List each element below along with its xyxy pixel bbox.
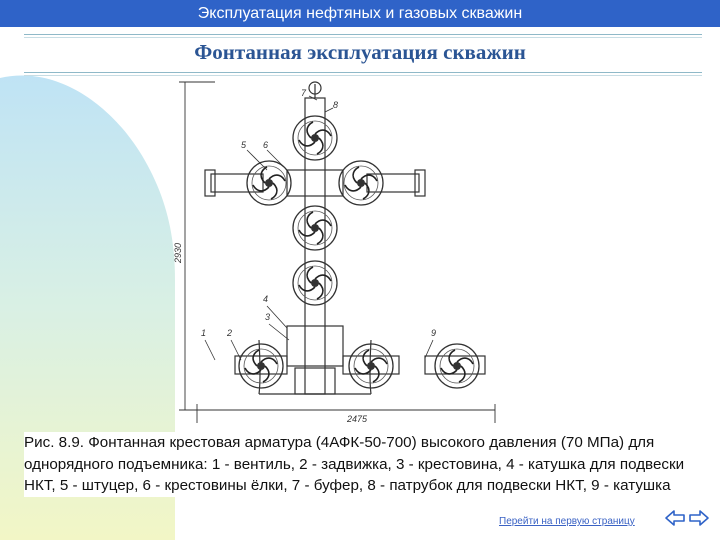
divider-bottom (24, 72, 702, 73)
part-label-6: 6 (263, 140, 269, 150)
arrow-right-icon[interactable] (690, 511, 708, 525)
navigation-arrows (664, 508, 710, 536)
part-label-7: 7 (301, 88, 307, 98)
page-title: Фонтанная эксплуатация скважин (194, 40, 526, 64)
first-page-link[interactable]: Перейти на первую страницу (499, 516, 635, 527)
part-label-5: 5 (241, 140, 247, 150)
part-label-9: 9 (431, 328, 437, 338)
arrow-left-icon[interactable] (666, 511, 684, 525)
header-bar: Эксплуатация нефтяных и газовых скважин (0, 0, 720, 27)
part-label-4: 4 (263, 294, 269, 304)
divider-bottom-secondary (24, 75, 702, 76)
height-dimension-label: 2930 (173, 242, 183, 263)
width-dimension-label: 2475 (347, 414, 368, 424)
part-label-8: 8 (333, 100, 339, 110)
divider-top (24, 34, 702, 35)
part-label-1: 1 (201, 328, 207, 338)
part-label-2: 2 (227, 328, 233, 338)
figure-caption: Рис. 8.9. Фонтанная крестовая арматура (4АФК-50-700) высокого давления (70 МПа) для однорядного подъемника: 1 - вентиль, 2 - задвижка, 3 - крестовина, 4 - катушка для подвески НКТ, 5 - штуцер, 6 - крестовины ёлки, 7 - буфер, 8 - патрубок для подвески НКТ, 9 - катушка (24, 432, 704, 497)
wellhead-diagram (175, 78, 505, 430)
divider-top-secondary (24, 37, 702, 38)
part-label-3: 3 (265, 312, 271, 322)
wellhead-drawing (175, 78, 505, 430)
